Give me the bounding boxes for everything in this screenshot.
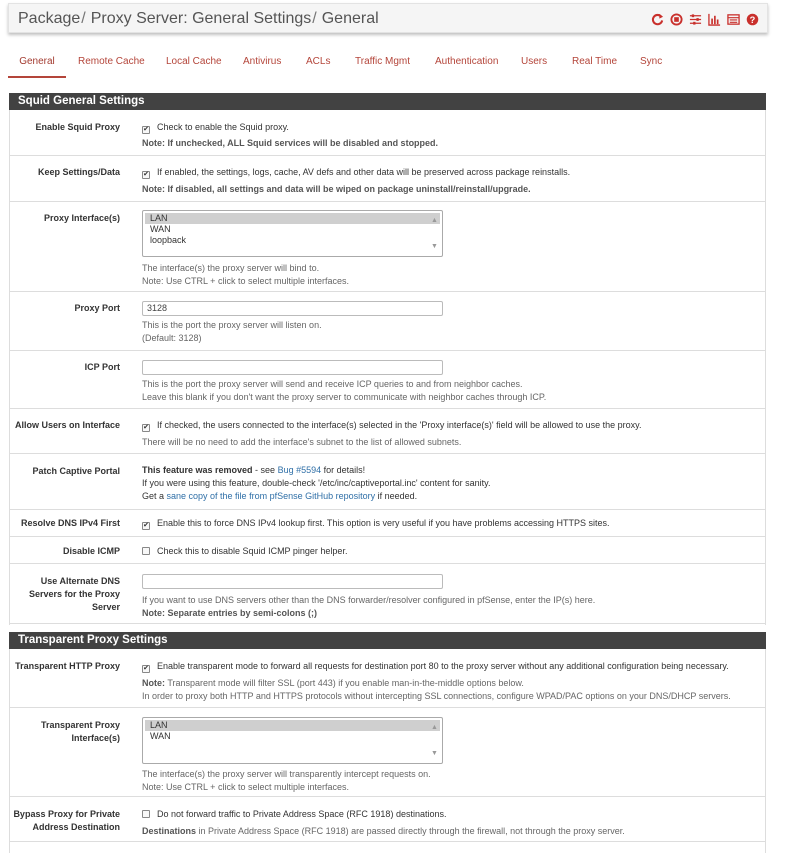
proxy-interfaces-label: Proxy Interface(s) [43,213,120,223]
tab-sync[interactable]: Sync [640,56,663,67]
resolve-dns-text: Enable this to force DNS IPv4 lookup first. This option is very useful if you have problems accessing HTTPS sites. [157,518,610,528]
patch-captive-if-needed: if needed. [375,491,418,501]
transparent-interfaces-label: Transparent Proxy Interface(s) [40,720,120,743]
patch-captive-get: Get a [142,491,167,501]
proxy-port-help: This is the port the proxy server will listen on. [142,320,322,330]
patch-captive-removed: This feature was removed [142,465,253,475]
reload-icon[interactable] [650,12,664,26]
allow-users-checkbox[interactable] [142,424,150,432]
svg-text:?: ? [749,14,755,25]
bug-5594-link[interactable]: Bug #5594 [277,465,322,475]
proxy-interface-option-lan[interactable]: LAN [145,213,440,224]
enable-squid-text: Check to enable the Squid proxy. [157,122,289,132]
alt-dns-input[interactable] [142,574,443,589]
resolve-dns-label: Resolve DNS IPv4 First [20,518,120,528]
breadcrumb-proxy-server[interactable]: Proxy Server: General Settings [90,10,312,27]
row-alt-dns [10,564,765,624]
alt-dns-help: If you want to use DNS servers other than the DNS forwarder/resolver configured in pfSense, enter the IP(s) here. [142,595,596,605]
breadcrumb: Package/ Proxy Server: General Settings/ General [18,10,379,27]
list-icon[interactable] [726,12,740,26]
header-icons [650,12,759,26]
transparent-http-note-label: Note: [142,678,165,688]
transparent-interfaces-select[interactable] [142,717,443,764]
row-keep-settings [10,156,765,202]
transparent-http-label: Transparent HTTP Proxy [15,661,120,671]
tab-general[interactable]: General [8,50,66,78]
row-bypass-private [10,797,765,842]
bypass-private-note-label: Destinations [142,826,197,836]
transparent-http-checkbox[interactable] [142,665,150,673]
patch-captive-dash: - see [252,465,278,475]
row-icp-port [10,351,765,409]
proxy-port-label: Proxy Port [74,303,120,313]
proxy-port-input[interactable]: 3128 [142,301,443,316]
enable-squid-note: Note: If unchecked, ALL Squid services will be disabled and stopped. [142,138,439,148]
enable-squid-label: Enable Squid Proxy [35,122,120,132]
general-settings-panel [9,110,766,625]
proxy-interfaces-select[interactable] [142,210,443,257]
keep-settings-label: Keep Settings/Data [37,167,120,177]
row-enable-squid [10,110,765,156]
bypass-private-checkbox[interactable] [142,810,150,818]
section-title-general: Squid General Settings [9,93,766,110]
row-allow-users [10,409,765,454]
proxy-port-default: (Default: 3128) [142,333,202,343]
alt-dns-note: Note: Separate entries by semi-colons (;) [142,608,318,618]
tab-remote-cache[interactable]: Remote Cache [78,56,145,67]
tab-traffic-mgmt[interactable]: Traffic Mgmt [355,56,411,67]
row-patch-captive [10,454,765,510]
breadcrumb-package[interactable]: Package [18,10,81,27]
resolve-dns-checkbox[interactable] [142,522,150,530]
transparent-http-text: Enable transparent mode to forward all requests for destination port 80 to the proxy server without any additional configuration being necessary. [157,661,729,671]
proxy-interface-option-wan[interactable]: WAN [150,224,171,234]
transparent-interface-option-wan[interactable]: WAN [150,731,171,741]
icp-port-label: ICP Port [84,362,120,372]
transparent-interfaces-scrollbar[interactable] [428,718,442,763]
tab-real-time[interactable]: Real Time [572,56,618,67]
tab-bar [8,50,766,80]
stop-icon[interactable] [669,12,683,26]
sliders-icon[interactable] [688,12,702,26]
patch-captive-tail: for details! [321,465,366,475]
tab-local-cache[interactable]: Local Cache [166,56,222,67]
row-transparent-interfaces [10,708,765,797]
proxy-interfaces-help: The interface(s) the proxy server will bind to. [142,263,320,273]
proxy-interface-option-loopback[interactable]: loopback [150,235,187,245]
enable-squid-checkbox[interactable] [142,126,150,134]
patch-captive-label: Patch Captive Portal [32,466,120,476]
patch-captive-line2: If you were using this feature, double-check '/etc/inc/captiveportal.inc' content for sanity. [142,478,491,488]
disable-icmp-checkbox[interactable] [142,547,150,555]
transparent-interface-option-lan[interactable]: LAN [145,720,440,731]
section-title-transparent: Transparent Proxy Settings [9,632,766,649]
github-copy-link[interactable]: sane copy of the file from pfSense GitHub repository [166,491,376,501]
keep-settings-checkbox[interactable] [142,171,150,179]
proxy-interfaces-scrollbar[interactable] [428,211,442,256]
allow-users-help: There will be no need to add the interface's subnet to the list of allowed subnets. [142,437,462,447]
bypass-private-text: Do not forward traffic to Private Address Space (RFC 1918) destinations. [157,809,447,819]
icp-port-input[interactable] [142,360,443,375]
alt-dns-label: Use Alternate DNS Servers for the Proxy Server [28,576,120,612]
transparent-http-wpad: In order to proxy both HTTP and HTTPS protocols without intercepting SSL connections, configure WPAD/PAC options on your DNS/DHCP servers. [142,691,731,701]
keep-settings-note: Note: If disabled, all settings and data will be wiped on package uninstall/reinstall/upgrade. [142,184,531,194]
help-icon[interactable] [745,12,759,26]
tab-users[interactable]: Users [521,56,548,67]
row-proxy-interfaces [10,202,765,292]
row-disable-icmp [10,537,765,564]
scroll-up-icon[interactable]: ▲ [431,724,438,731]
transparent-settings-panel [9,649,766,853]
transparent-http-note: Transparent mode will filter SSL (port 443) if you enable man-in-the-middle options below. [165,678,524,688]
proxy-interfaces-help-note: Note: Use CTRL + click to select multiple interfaces. [142,276,349,286]
breadcrumb-general: General [321,10,379,27]
disable-icmp-text: Check this to disable Squid ICMP pinger helper. [157,546,348,556]
scroll-down-icon[interactable]: ▼ [431,750,438,757]
tab-authentication[interactable]: Authentication [435,56,499,67]
disable-icmp-label: Disable ICMP [62,546,120,556]
transparent-interfaces-help-note: Note: Use CTRL + click to select multiple interfaces. [142,782,349,792]
tab-antivirus[interactable]: Antivirus [243,56,282,67]
tab-acls[interactable]: ACLs [306,56,331,67]
scroll-down-icon[interactable]: ▼ [431,243,438,250]
scroll-up-icon[interactable]: ▲ [431,217,438,224]
transparent-interfaces-help: The interface(s) the proxy server will transparently intercept requests on. [142,769,431,779]
page-header [8,3,768,33]
icp-port-help: This is the port the proxy server will send and receive ICP queries to and from neighbor caches. [142,379,523,389]
row-proxy-port [10,292,765,351]
allow-users-label: Allow Users on Interface [14,420,120,430]
icp-port-help-blank: Leave this blank if you don't want the proxy server to communicate with neighbor caches through ICP. [142,392,547,402]
chart-icon[interactable] [707,12,721,26]
bypass-private-note: in Private Address Space (RFC 1918) are passed directly through the firewall, not through the proxy server. [196,826,625,836]
allow-users-text: If checked, the users connected to the interface(s) selected in the 'Proxy interface(s)' field will be allowed to use the proxy. [157,420,642,430]
keep-settings-text: If enabled, the settings, logs, cache, AV defs and other data will be preserved across package reinstalls. [157,167,571,177]
row-transparent-http [10,649,765,708]
bypass-private-label: Bypass Proxy for Private Address Destination [13,809,120,832]
row-resolve-dns [10,510,765,537]
